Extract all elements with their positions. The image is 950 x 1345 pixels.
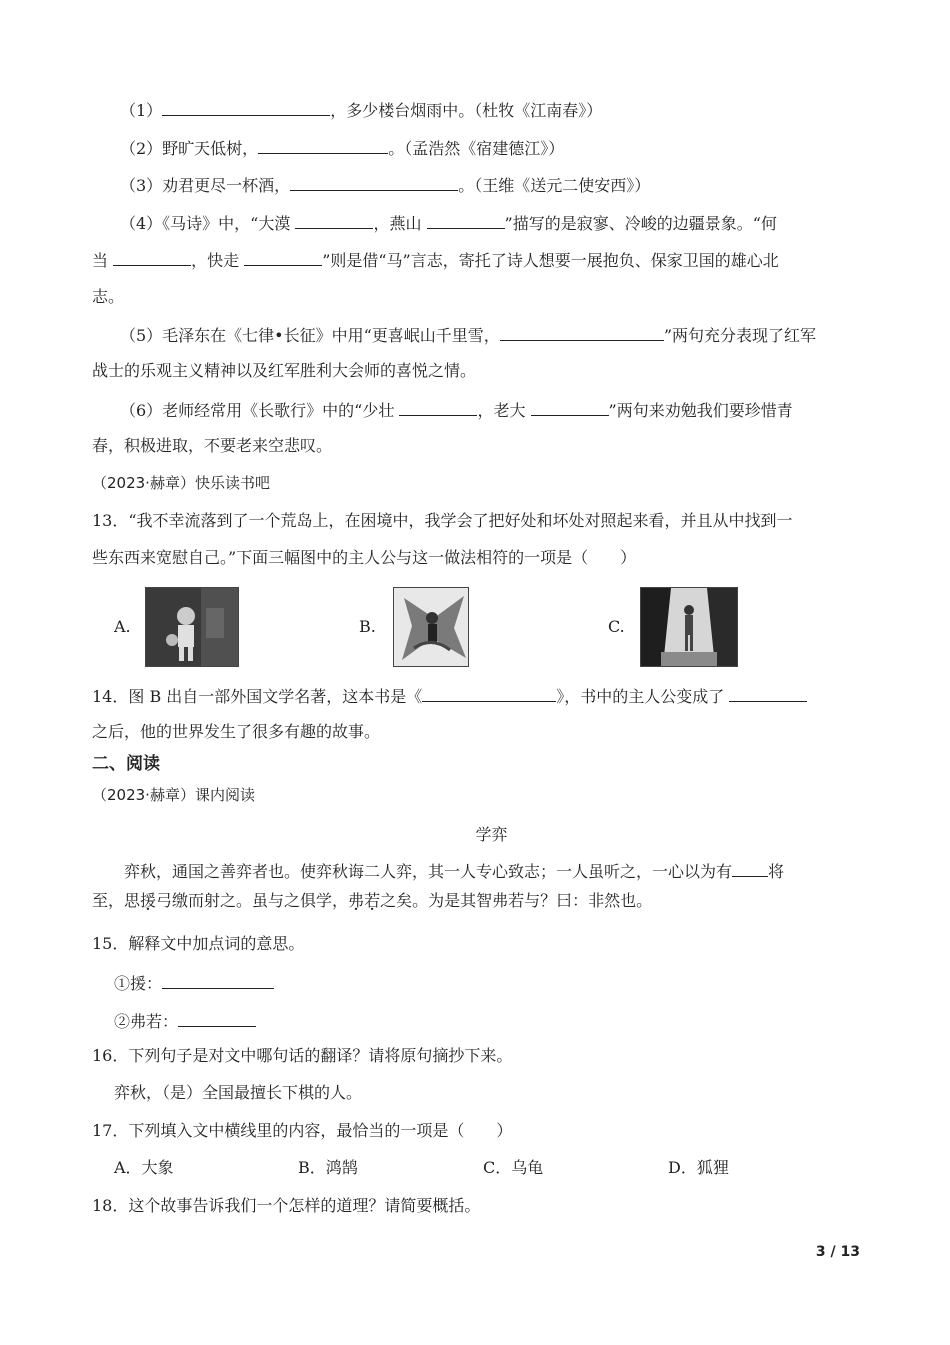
q12-line-8: 战士的乐观主义精神以及红军胜利大会师的喜悦之情。 [92,361,477,380]
q13-stem-2: 些东西来宽慰自己。”下面三幅图中的主人公与这一做法相符的一项是（ ） [92,548,637,567]
q12-line-10: 春，积极进取，不要老来空悲叹。 [92,436,333,455]
passage-line-1: 弈秋，通国之善弈者也。使弈秋诲二人弈，其一人专心致志；一人虽听之，一心以为有 将 [124,862,785,881]
q18-stem: 18．这个故事告诉我们一个怎样的道理？请简要概括。 [92,1196,481,1215]
q12-line-3: （3）劝君更尽一杯酒， 。（王维《送元二使安西》） [120,176,651,195]
option-c-label[interactable]: C. [608,617,625,636]
q17-option-d[interactable]: D．狐狸 [668,1158,729,1177]
answer-blank[interactable] [244,249,322,266]
section-tag-in-class-reading: （2023·赫章）课内阅读 [92,786,255,804]
answer-blank[interactable] [162,99,330,116]
q14-line-1: 14．图 B 出自一部外国文学名著，这本书是《 》，书中的主人公变成了 [92,685,807,707]
q17-option-a[interactable]: A．大象 [114,1158,174,1177]
dotted-char: 弗 [348,891,365,910]
q15-item-2: ②弗若： [114,1010,256,1032]
q12-line-5: 当 ，快走 ”则是借“马”言志，寄托了诗人想要一展抱负、保家卫国的雄心北 [92,251,779,270]
page-number: 3 / 13 [815,1244,860,1260]
answer-blank[interactable] [113,249,191,266]
q12-line-2: （2）野旷天低树， 。（孟浩然《宿建德江》） [120,139,565,158]
dotted-char: 若 [364,891,381,910]
q12-line-6: 志。 [92,287,125,306]
answer-blank[interactable] [295,212,373,229]
answer-blank[interactable] [427,212,505,229]
answer-blank[interactable] [399,399,477,416]
dotted-char: 援 [140,891,157,910]
section-heading-reading: 二、阅读 [92,754,160,774]
q12-line-4: （4）《马诗》中，“大漠 ，燕山 ”描写的是寂寥、冷峻的边疆景象。“何 [120,214,777,233]
q15-stem: 15．解释文中加点词的意思。 [92,934,305,953]
answer-blank[interactable] [531,399,609,416]
answer-blank[interactable] [422,685,556,702]
illustration-a [145,587,239,667]
answer-blank[interactable] [178,1010,256,1027]
q16-sentence: 弈秋，（是）全国最擅长下棋的人。 [114,1083,363,1102]
answer-blank[interactable] [290,174,458,191]
illustration-b [393,587,469,667]
q13-stem-1: 13．“我不幸流落到了一个荒岛上，在困境中，我学会了把好处和坏处对照起来看，并且从中找到一 [92,511,793,530]
option-b-label[interactable]: B. [359,617,376,636]
answer-blank[interactable] [729,685,807,702]
q12-line-9: （6）老师经常用《长歌行》中的“少壮 ，老大 ”两句来劝勉我们要珍惜青 [120,401,793,420]
passage-line-2: 至，思援弓缴而射之。虽与之俱学，弗若之矣。为是其智弗若与？曰：非然也。 [92,891,653,910]
answer-blank[interactable] [162,972,274,989]
q14-line-2: 之后，他的世界发生了很多有趣的故事。 [92,722,381,741]
q12-line-1: （1） ，多少楼台烟雨中。（杜牧《江南春》） [120,101,603,120]
answer-blank[interactable] [500,324,664,341]
q17-option-c[interactable]: C．乌龟 [483,1158,544,1177]
q17-stem: 17．下列填入文中横线里的内容，最恰当的一项是（ ） [92,1121,513,1140]
illustration-c [640,587,738,667]
option-a-label[interactable]: A. [114,617,131,636]
answer-blank[interactable] [258,137,388,154]
section-tag-reading-bar: （2023·赫章）快乐读书吧 [92,474,270,492]
q12-line-7: （5）毛泽东在《七律•长征》中用“更喜岷山千里雪， ”两句充分表现了红军 [120,326,816,345]
q15-item-1: ①援： [114,972,274,994]
q17-option-b[interactable]: B．鸿鹄 [298,1158,358,1177]
passage-title: 学弈 [475,825,508,844]
answer-blank[interactable] [732,860,768,877]
q16-stem: 16．下列句子是对文中哪句话的翻译？请将原句摘抄下来。 [92,1046,513,1065]
